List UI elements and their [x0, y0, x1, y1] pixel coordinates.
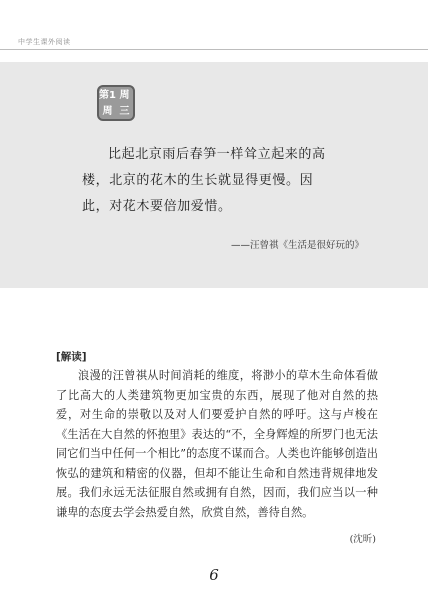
running-title: 中学生课外阅读 — [18, 38, 71, 46]
page-header — [0, 0, 428, 52]
featured-quote: 比起北京雨后春笋一样耸立起来的高楼，北京的花木的生长就显得更慢。因此，对花木要倍加爱惜。 — [82, 147, 326, 214]
week-day-badge — [97, 85, 135, 121]
reading-body: 浪漫的汪曾祺从时间消耗的维度，将渺小的草木生命体看做了比高大的人类建筑物更加宝贵的东西，展现了他对自然的热爱，对生命的崇敬以及对人们要爱护自然的呼吁。这与卢梭在《生活在大自然的怀抱里》表达的“不，全身辉煌的所罗门也无法同它们当中任何一个相比”的态度不谋而合。人类也许能够创造出恢弘的建筑和精密的仪器，但却不能让生命和自然违背规律地发展。我们永远无法征服自然或拥有自然，因而，我们应当以一种谦卑的态度去学会热爱自然，欣赏自然，善待自然。 — [56, 369, 378, 519]
quote-source: ——汪曾祺《生活是很好玩的》 — [230, 240, 364, 251]
badge-week-number: 第1 — [99, 89, 116, 101]
header-divider — [0, 49, 428, 50]
badge-week-label: 周 — [119, 89, 130, 101]
reading-heading: [解读] — [56, 351, 87, 363]
author-signature: (沈昕) — [349, 534, 376, 545]
page-number: 6 — [209, 566, 219, 584]
badge-day-label: 周 — [102, 105, 113, 117]
badge-day-number: 三 — [119, 105, 130, 117]
